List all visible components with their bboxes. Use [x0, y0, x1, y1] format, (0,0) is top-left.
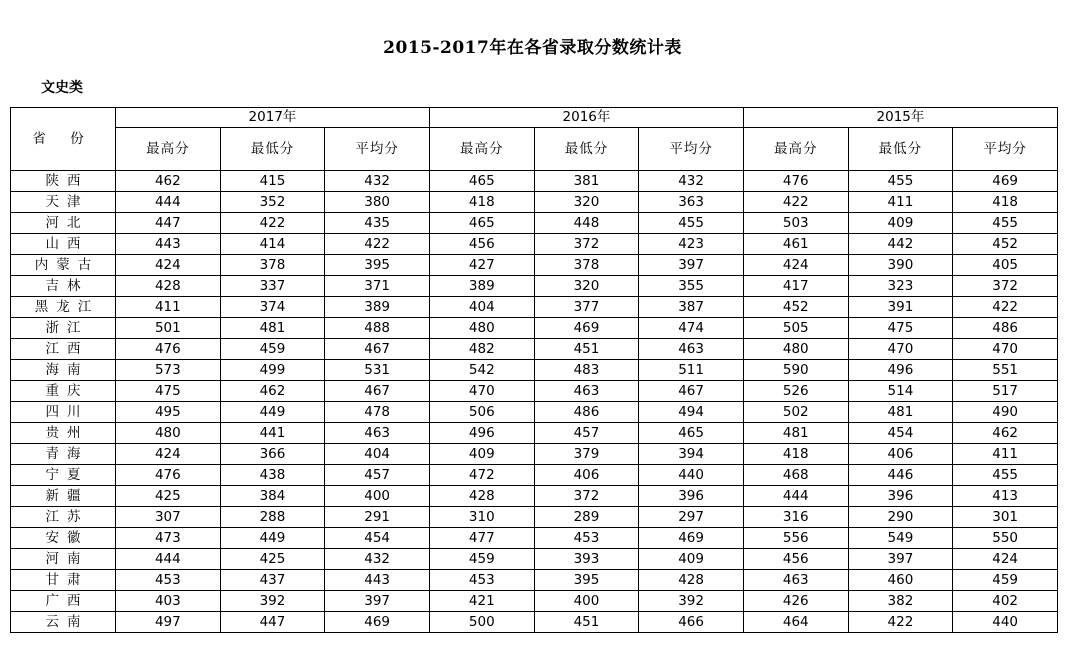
score-cell: 423: [639, 234, 744, 255]
score-cell: 425: [116, 486, 221, 507]
score-cell: 469: [534, 318, 639, 339]
province-cell: 新疆: [11, 486, 116, 507]
score-cell: 418: [953, 192, 1058, 213]
score-cell: 392: [220, 591, 325, 612]
province-cell: 吉林: [11, 276, 116, 297]
metric-header: 最高分: [743, 128, 848, 171]
score-cell: 422: [743, 192, 848, 213]
score-cell: 469: [953, 171, 1058, 192]
score-cell: 409: [429, 444, 534, 465]
score-cell: 453: [429, 570, 534, 591]
score-cell: 437: [220, 570, 325, 591]
score-cell: 337: [220, 276, 325, 297]
score-cell: 428: [116, 276, 221, 297]
score-cell: 432: [639, 171, 744, 192]
score-cell: 480: [116, 423, 221, 444]
score-cell: 380: [325, 192, 430, 213]
score-cell: 381: [534, 171, 639, 192]
province-cell: 山西: [11, 234, 116, 255]
score-cell: 400: [534, 591, 639, 612]
score-cell: 310: [429, 507, 534, 528]
province-cell: 黑龙江: [11, 297, 116, 318]
score-cell: 438: [220, 465, 325, 486]
score-cell: 511: [639, 360, 744, 381]
province-cell: 浙江: [11, 318, 116, 339]
score-cell: 480: [743, 339, 848, 360]
table-row: [11, 528, 1058, 549]
score-cell: 320: [534, 276, 639, 297]
score-cell: 355: [639, 276, 744, 297]
score-cell: 446: [848, 465, 953, 486]
province-cell: 贵州: [11, 423, 116, 444]
score-cell: 393: [534, 549, 639, 570]
province-cell: 宁夏: [11, 465, 116, 486]
score-cell: 459: [429, 549, 534, 570]
score-cell: 474: [639, 318, 744, 339]
score-cell: 444: [116, 192, 221, 213]
score-cell: 417: [743, 276, 848, 297]
score-cell: 372: [534, 486, 639, 507]
score-cell: 505: [743, 318, 848, 339]
score-cell: 371: [325, 276, 430, 297]
score-cell: 372: [534, 234, 639, 255]
score-cell: 289: [534, 507, 639, 528]
year-header: 2016年: [429, 108, 743, 128]
score-cell: 449: [220, 402, 325, 423]
province-cell: 天津: [11, 192, 116, 213]
score-cell: 406: [848, 444, 953, 465]
score-cell: 477: [429, 528, 534, 549]
score-cell: 470: [848, 339, 953, 360]
score-cell: 506: [429, 402, 534, 423]
score-cell: 392: [639, 591, 744, 612]
score-cell: 382: [848, 591, 953, 612]
score-cell: 443: [116, 234, 221, 255]
table-row: [11, 234, 1058, 255]
score-cell: 424: [116, 255, 221, 276]
score-cell: 418: [429, 192, 534, 213]
score-cell: 517: [953, 381, 1058, 402]
table-row: [11, 255, 1058, 276]
score-cell: 444: [116, 549, 221, 570]
score-cell: 455: [953, 213, 1058, 234]
metric-header: 平均分: [639, 128, 744, 171]
score-cell: 394: [639, 444, 744, 465]
score-cell: 441: [220, 423, 325, 444]
table-row: [11, 486, 1058, 507]
province-cell: 四川: [11, 402, 116, 423]
score-cell: 411: [848, 192, 953, 213]
score-cell: 470: [953, 339, 1058, 360]
score-cell: 490: [953, 402, 1058, 423]
score-cell: 463: [743, 570, 848, 591]
score-cell: 374: [220, 297, 325, 318]
score-cell: 463: [534, 381, 639, 402]
score-cell: 307: [116, 507, 221, 528]
score-cell: 291: [325, 507, 430, 528]
table-row: [11, 402, 1058, 423]
province-cell: 海南: [11, 360, 116, 381]
score-cell: 573: [116, 360, 221, 381]
score-cell: 453: [534, 528, 639, 549]
score-cell: 424: [116, 444, 221, 465]
score-cell: 486: [534, 402, 639, 423]
score-cell: 404: [325, 444, 430, 465]
score-cell: 440: [639, 465, 744, 486]
score-cell: 457: [325, 465, 430, 486]
score-cell: 461: [743, 234, 848, 255]
year-header: 2015年: [743, 108, 1057, 128]
score-cell: 451: [534, 339, 639, 360]
score-cell: 481: [848, 402, 953, 423]
score-cell: 316: [743, 507, 848, 528]
score-cell: 526: [743, 381, 848, 402]
province-cell: 云南: [11, 612, 116, 633]
score-cell: 503: [743, 213, 848, 234]
score-cell: 400: [325, 486, 430, 507]
province-cell: 内蒙古: [11, 255, 116, 276]
score-cell: 378: [534, 255, 639, 276]
score-cell: 482: [429, 339, 534, 360]
score-cell: 425: [220, 549, 325, 570]
year-header: 2017年: [116, 108, 430, 128]
score-cell: 447: [116, 213, 221, 234]
score-cell: 469: [639, 528, 744, 549]
score-cell: 467: [325, 339, 430, 360]
score-cell: 297: [639, 507, 744, 528]
score-cell: 496: [848, 360, 953, 381]
score-cell: 413: [953, 486, 1058, 507]
score-cell: 418: [743, 444, 848, 465]
score-cell: 447: [220, 612, 325, 633]
score-cell: 372: [953, 276, 1058, 297]
table-row: [11, 549, 1058, 570]
score-cell: 499: [220, 360, 325, 381]
score-cell: 531: [325, 360, 430, 381]
score-cell: 454: [848, 423, 953, 444]
table-row: [11, 318, 1058, 339]
score-cell: 415: [220, 171, 325, 192]
header-row-years: [11, 108, 1058, 128]
table-row: [11, 381, 1058, 402]
table-row: [11, 465, 1058, 486]
score-cell: 452: [953, 234, 1058, 255]
score-cell: 448: [534, 213, 639, 234]
score-cell: 469: [325, 612, 430, 633]
score-cell: 432: [325, 549, 430, 570]
score-cell: 467: [325, 381, 430, 402]
table-row: [11, 297, 1058, 318]
score-cell: 435: [325, 213, 430, 234]
score-cell: 414: [220, 234, 325, 255]
score-cell: 390: [848, 255, 953, 276]
metric-header: 最高分: [116, 128, 221, 171]
province-cell: 安徽: [11, 528, 116, 549]
score-cell: 395: [325, 255, 430, 276]
header-row-metrics: [11, 128, 1058, 171]
score-cell: 460: [848, 570, 953, 591]
score-cell: 455: [639, 213, 744, 234]
score-cell: 462: [220, 381, 325, 402]
metric-header: 最低分: [534, 128, 639, 171]
score-cell: 476: [116, 465, 221, 486]
province-cell: 甘肃: [11, 570, 116, 591]
score-cell: 396: [848, 486, 953, 507]
score-cell: 320: [534, 192, 639, 213]
score-cell: 494: [639, 402, 744, 423]
page-title: 2015-2017年在各省录取分数统计表: [383, 38, 682, 58]
score-cell: 452: [743, 297, 848, 318]
metric-header: 平均分: [325, 128, 430, 171]
score-cell: 478: [325, 402, 430, 423]
score-cell: 475: [848, 318, 953, 339]
score-cell: 455: [953, 465, 1058, 486]
score-cell: 421: [429, 591, 534, 612]
score-cell: 514: [848, 381, 953, 402]
score-cell: 378: [220, 255, 325, 276]
table-row: [11, 570, 1058, 591]
admission-scores-table: [10, 107, 1058, 633]
score-cell: 387: [639, 297, 744, 318]
table-row: [11, 423, 1058, 444]
score-cell: 432: [325, 171, 430, 192]
score-cell: 444: [743, 486, 848, 507]
table-row: [11, 276, 1058, 297]
score-cell: 442: [848, 234, 953, 255]
score-cell: 389: [429, 276, 534, 297]
score-cell: 405: [953, 255, 1058, 276]
score-cell: 501: [116, 318, 221, 339]
score-cell: 422: [953, 297, 1058, 318]
score-cell: 496: [429, 423, 534, 444]
score-cell: 459: [220, 339, 325, 360]
score-cell: 424: [743, 255, 848, 276]
score-cell: 481: [220, 318, 325, 339]
score-cell: 396: [639, 486, 744, 507]
score-cell: 323: [848, 276, 953, 297]
score-cell: 465: [639, 423, 744, 444]
score-cell: 590: [743, 360, 848, 381]
score-cell: 426: [743, 591, 848, 612]
province-cell: 河北: [11, 213, 116, 234]
score-cell: 455: [848, 171, 953, 192]
metric-header: 最低分: [220, 128, 325, 171]
score-cell: 480: [429, 318, 534, 339]
score-cell: 366: [220, 444, 325, 465]
score-cell: 466: [639, 612, 744, 633]
score-cell: 542: [429, 360, 534, 381]
table-row: [11, 507, 1058, 528]
score-cell: 502: [743, 402, 848, 423]
score-cell: 481: [743, 423, 848, 444]
table-row: [11, 360, 1058, 381]
score-cell: 301: [953, 507, 1058, 528]
score-cell: 449: [220, 528, 325, 549]
province-column-header: 省 份: [11, 108, 116, 171]
score-cell: 422: [220, 213, 325, 234]
score-cell: 457: [534, 423, 639, 444]
category-label: 文史类: [41, 80, 83, 96]
score-cell: 464: [743, 612, 848, 633]
metric-header: 最高分: [429, 128, 534, 171]
score-cell: 454: [325, 528, 430, 549]
score-cell: 550: [953, 528, 1058, 549]
score-cell: 384: [220, 486, 325, 507]
score-cell: 409: [848, 213, 953, 234]
score-cell: 470: [429, 381, 534, 402]
score-cell: 549: [848, 528, 953, 549]
score-cell: 389: [325, 297, 430, 318]
score-cell: 443: [325, 570, 430, 591]
score-cell: 427: [429, 255, 534, 276]
score-cell: 551: [953, 360, 1058, 381]
score-cell: 459: [953, 570, 1058, 591]
score-cell: 428: [429, 486, 534, 507]
score-cell: 472: [429, 465, 534, 486]
province-cell: 青海: [11, 444, 116, 465]
province-cell: 江西: [11, 339, 116, 360]
score-cell: 397: [639, 255, 744, 276]
score-cell: 462: [953, 423, 1058, 444]
score-cell: 473: [116, 528, 221, 549]
score-cell: 462: [116, 171, 221, 192]
score-cell: 500: [429, 612, 534, 633]
score-cell: 391: [848, 297, 953, 318]
table-row: [11, 612, 1058, 633]
score-cell: 397: [848, 549, 953, 570]
score-cell: 402: [953, 591, 1058, 612]
score-cell: 463: [639, 339, 744, 360]
score-cell: 476: [116, 339, 221, 360]
score-cell: 453: [116, 570, 221, 591]
score-cell: 465: [429, 213, 534, 234]
table-row: [11, 213, 1058, 234]
score-cell: 428: [639, 570, 744, 591]
score-cell: 352: [220, 192, 325, 213]
score-cell: 483: [534, 360, 639, 381]
score-cell: 406: [534, 465, 639, 486]
table-row: [11, 591, 1058, 612]
score-cell: 475: [116, 381, 221, 402]
province-cell: 广西: [11, 591, 116, 612]
score-cell: 556: [743, 528, 848, 549]
score-cell: 411: [953, 444, 1058, 465]
score-cell: 377: [534, 297, 639, 318]
score-cell: 424: [953, 549, 1058, 570]
province-cell: 重庆: [11, 381, 116, 402]
score-cell: 363: [639, 192, 744, 213]
score-cell: 467: [639, 381, 744, 402]
score-cell: 463: [325, 423, 430, 444]
score-cell: 451: [534, 612, 639, 633]
metric-header: 平均分: [953, 128, 1058, 171]
score-cell: 409: [639, 549, 744, 570]
score-cell: 456: [743, 549, 848, 570]
score-cell: 397: [325, 591, 430, 612]
score-cell: 290: [848, 507, 953, 528]
score-cell: 476: [743, 171, 848, 192]
table-row: [11, 339, 1058, 360]
score-cell: 422: [325, 234, 430, 255]
score-cell: 497: [116, 612, 221, 633]
score-cell: 422: [848, 612, 953, 633]
score-cell: 440: [953, 612, 1058, 633]
score-cell: 495: [116, 402, 221, 423]
metric-header: 最低分: [848, 128, 953, 171]
province-cell: 江苏: [11, 507, 116, 528]
score-cell: 403: [116, 591, 221, 612]
score-cell: 411: [116, 297, 221, 318]
score-cell: 465: [429, 171, 534, 192]
table-row: [11, 192, 1058, 213]
table-row: [11, 444, 1058, 465]
score-cell: 404: [429, 297, 534, 318]
score-cell: 395: [534, 570, 639, 591]
province-cell: 陕西: [11, 171, 116, 192]
score-cell: 379: [534, 444, 639, 465]
table-row: [11, 171, 1058, 192]
score-cell: 488: [325, 318, 430, 339]
score-cell: 468: [743, 465, 848, 486]
score-cell: 486: [953, 318, 1058, 339]
score-cell: 288: [220, 507, 325, 528]
score-cell: 456: [429, 234, 534, 255]
province-cell: 河南: [11, 549, 116, 570]
